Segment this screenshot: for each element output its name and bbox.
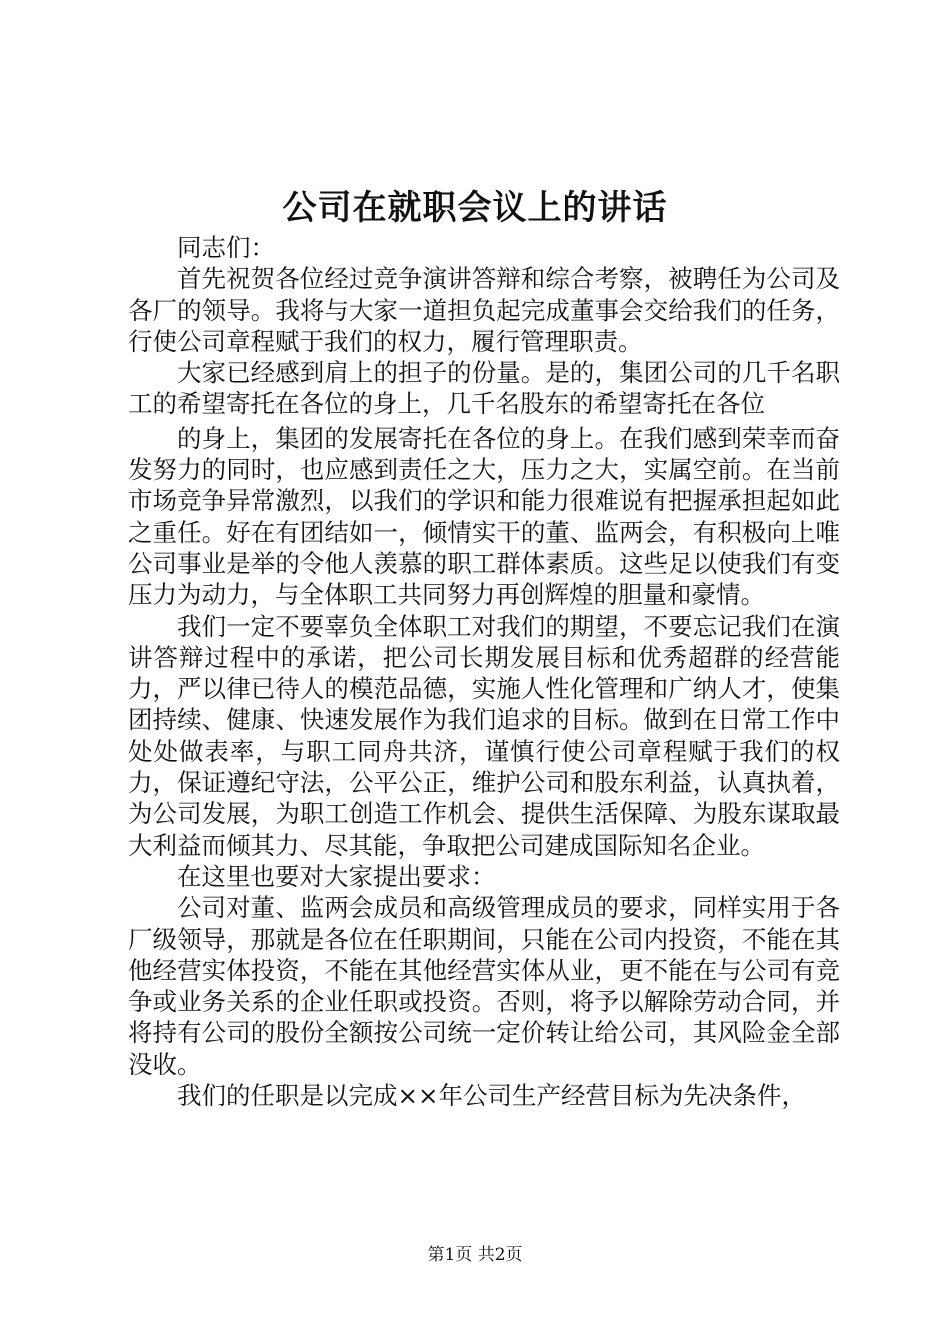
paragraph-requirements-intro: 在这里也要对大家提出要求： [177,861,496,891]
page-number: 第1页 共2页 [427,1245,523,1265]
paragraph-responsibility: 大家已经感到肩上的担子的份量。是的，集团公司的几千名职工的希望寄托在各位的身上，几千名股东的希望寄托在各位 [128,358,840,419]
paragraph-greeting: 同志们： [177,233,275,262]
paragraph-goals: 我们一定不要辜负全体职工对我们的期望，不要忘记我们在演讲答辩过程中的承诺，把公司长期发展目标和优秀超群的经营能力，严以律已待人的模范品德，实施人性化管理和广纳人才，使集团持续、健康、快速发展作为我们追求的目标。做到在日常工作中处处做表率，与职工同舟共济，谨慎行使公司章程赋于我们的权力，保证遵纪守法，公平公正，维护公司和股东利益，认真执着，为公司发展，为职工创造工作机会、提供生活保障、为股东谋取最大利益而倾其力、尽其能，争取把公司建成国际知名企业。 [128,611,840,860]
document-body [128,232,840,1111]
paragraph-conditions: 我们的任职是以完成××年公司生产经营目标为先决条件， [177,1081,807,1111]
paragraph-pressure: 的身上，集团的发展寄托在各位的身上。在我们感到荣幸而奋发努力的同时，也应感到责任之大，压力之大，实属空前。在当前市场竞争异常激烈，以我们的学识和能力很难说有把握承担起如此之重任。好在有团结如一，倾情实干的董、监两会，有积极向上唯公司事业是举的令他人羡慕的职工群体素质。这些足以使我们有变压力为动力，与全体职工共同努力再创辉煌的胆量和豪情。 [128,423,840,610]
document-title: 公司在就职会议上的讲话 [282,188,668,228]
paragraph-congratulation: 首先祝贺各位经过竞争演讲答辩和综合考察，被聘任为公司及各厂的领导。我将与大家一道担负起完成董事会交给我们的任务，行使公司章程赋于我们的权力，履行管理职责。 [128,264,840,356]
paragraph-requirements: 公司对董、监两会成员和高级管理成员的要求，同样实用于各厂级领导，那就是各位在任职期间，只能在公司内投资，不能在其他经营实体投资，不能在其他经营实体从业，更不能在与公司有竞争或业务关系的企业任职或投资。否则，将予以解除劳动合同，并将持有公司的股份全额按公司统一定价转让给公司，其风险金全部没收。 [128,893,840,1079]
